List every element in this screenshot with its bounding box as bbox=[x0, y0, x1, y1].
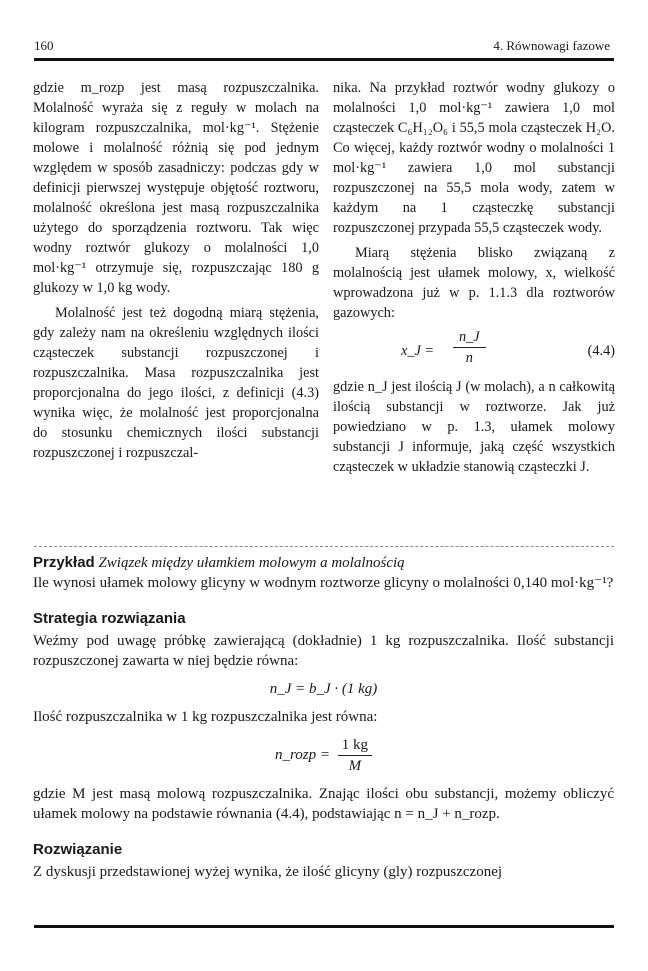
example-box bbox=[33, 553, 614, 882]
solution-heading: Rozwiązanie bbox=[33, 841, 123, 858]
example-title: Związek między ułamkiem molowym a molalnością bbox=[98, 555, 405, 571]
example-question: Ile wynosi ułamek molowy glicyny w wodnym roztworze glicyny o molalności 0,140 mol·kg⁻¹? bbox=[33, 575, 614, 591]
solvent-amount-text: Ilość rozpuszczalnika w 1 kg rozpuszczalnika jest równa: bbox=[33, 709, 378, 725]
right-paragraph-3: gdzie n_J jest ilością J (w molach), a n całkowitą ilością substancji w roztworze. Jak już powiedziano w p. 1.3, ułamek molowy substancji J informuje, jaką część wszystkich cząsteczek w układzie stanowią cząsteczki J. bbox=[333, 379, 615, 475]
left-paragraph-2: Molalność jest też dogodną miarą stężenia, gdy zależy nam na określeniu względnych ilości cząsteczek substancji rozpuszczonej i rozpuszczalnika. Masa rozpuszczalnika jest proporcjonalna do jego ilości, z definicji (4.3) wynika więc, że molalność jest proporcjonalna do stosunku chemicznych ilości substancji rozpuszczonej i rozpuszczal- bbox=[33, 305, 319, 461]
right-column bbox=[333, 78, 615, 477]
equation-numerator: n_J bbox=[459, 329, 480, 345]
solution-text: Z dyskusji przedstawionej wyżej wynika, że ilość glicyny (gly) rozpuszczonej bbox=[33, 864, 503, 880]
running-header bbox=[34, 38, 610, 56]
equation-lhs: x_J = bbox=[401, 343, 435, 359]
equation-nj: n_J = b_J · (1 kg) bbox=[269, 681, 378, 697]
equation-nrozp bbox=[33, 735, 614, 776]
equation-4-4 bbox=[333, 327, 615, 375]
example-label: Przykład bbox=[33, 554, 95, 571]
strategy-heading: Strategia rozwiązania bbox=[33, 610, 186, 627]
equation-nrozp-numerator: 1 kg bbox=[341, 737, 368, 753]
example-heading bbox=[33, 553, 614, 573]
footer-rule bbox=[34, 925, 614, 928]
header-rule bbox=[34, 58, 614, 61]
equation-fraction bbox=[453, 327, 486, 368]
left-paragraph-1: gdzie m_rozp jest masą rozpuszczalnika. Molalność wyraża się z reguły w molach na kilogram rozpuszczalnika, mol·kg⁻¹. Stężenie molowe i molalność różnią się pod jednym względem w sposób zasadniczy: podczas gdy w definicji pierwszej występuje objętość roztworu, molalność określona jest masą rozpuszczalnika użytego do sporządzenia roztworu. Tak więc wodny roztwór glukozy o molalności 1,0 mol·kg⁻¹ otrzymuje się, rozpuszczając 180 g glukozy w 1,0 kg wody. bbox=[33, 80, 319, 296]
equation-nrozp-denominator: M bbox=[338, 755, 372, 776]
right-paragraph-1: nika. Na przykład roztwór wodny glukozy o molalności 1,0 mol·kg⁻¹ zawiera 1,0 mol cząsteczek C₆H₁₂O₆ i 55,5 mola cząsteczek H₂O. Co więcej, każdy roztwór wodny o molalności 1 mol·kg⁻¹ zawiera 1,0 mol substancji rozpuszczonej na 55,5 mola wody, zatem w każdym na 1 cząsteczkę substancji rozpuszczonej przypada 55,5 cząsteczek wody. bbox=[333, 80, 615, 236]
right-paragraph-2: Miarą stężenia blisko związaną z molalnością jest ułamek molowy, x, wielkość wprowadzona już w p. 1.1.3 dla roztworów gazowych: bbox=[333, 245, 615, 321]
equation-nrozp-fraction bbox=[338, 735, 372, 776]
left-column bbox=[33, 78, 319, 463]
molar-mass-text: gdzie M jest masą molową rozpuszczalnika. Znając ilości obu substancji, możemy obliczyć ułamek molowy na podstawie równania (4.4), podstawiając n = n_J + n_rozp. bbox=[33, 786, 614, 822]
section-separator bbox=[34, 546, 614, 548]
equation-denominator: n bbox=[453, 347, 486, 368]
strategy-text: Weźmy pod uwagę próbkę zawierającą (dokładnie) 1 kg rozpuszczalnika. Ilość substancji rozpuszczonej zawarta w niej będzie równa: bbox=[33, 633, 614, 669]
chapter-title: 4. Równowagi fazowe bbox=[493, 38, 610, 53]
page-number: 160 bbox=[34, 38, 54, 53]
equation-number: (4.4) bbox=[587, 343, 615, 359]
equation-nrozp-lhs: n_rozp = bbox=[275, 746, 330, 763]
